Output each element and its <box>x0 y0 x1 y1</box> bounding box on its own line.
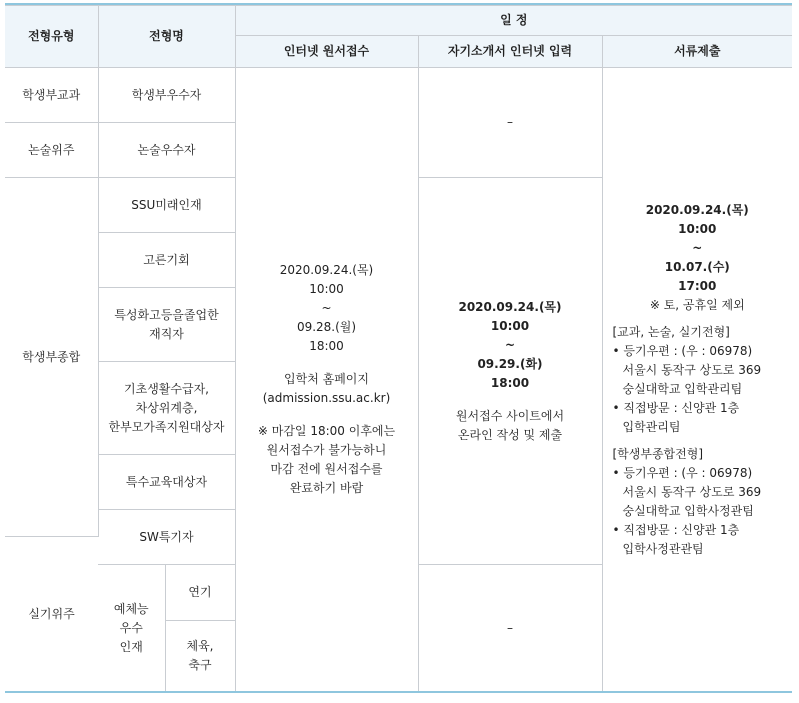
docs-end-date: 10.07.(수) <box>664 259 730 274</box>
online-site-url: (admission.ssu.ac.kr) <box>262 391 391 405</box>
docs-group2-address-1: 서울시 동작구 상도로 369 <box>622 484 762 499</box>
essay-start-date: 2020.09.24.(목) <box>458 299 562 314</box>
docs-holiday-note: ※ 토, 공휴일 제외 <box>649 297 745 312</box>
docs-group2-title: [학생부종합전형] <box>612 446 704 461</box>
online-start-date: 2020.09.24.(목) <box>279 263 374 277</box>
name-special-education: 특수교육대상자 <box>98 455 235 510</box>
docs-end-time: 17:00 <box>678 278 717 293</box>
name-sports <box>165 621 235 692</box>
online-note-line-3: 마감 전에 원서접수를 <box>270 462 383 476</box>
online-site-label: 입학처 홈페이지 <box>284 372 369 386</box>
name-basic-living-line-2: 차상위계층, <box>135 400 198 415</box>
docs-group1-title: [교과, 논술, 실기전형] <box>612 324 730 339</box>
essay-input-cell <box>418 178 602 565</box>
name-arts-talent-line-1: 예체능 <box>113 601 149 616</box>
name-basic-living-line-3: 한부모가족지원대상자 <box>108 419 225 434</box>
docs-group2-mail: • 등기우편 : (우 : 06978) <box>612 465 753 480</box>
online-start-time: 10:00 <box>309 282 344 296</box>
header-name: 전형명 <box>98 6 235 68</box>
name-sports-line-1: 체육, <box>186 639 214 653</box>
docs-group1-visit-2: 입학관리팀 <box>622 419 681 434</box>
online-note-line-1: ※ 마감일 18:00 이후에는 <box>257 424 396 438</box>
name-specialized-graduate-line-2: 재직자 <box>149 326 184 341</box>
type-school-record: 학생부교과 <box>5 68 98 123</box>
header-essay-input: 자기소개서 인터넷 입력 <box>418 36 602 68</box>
docs-group1-mail: • 등기우편 : (우 : 06978) <box>612 343 753 358</box>
docs-group1-visit: • 직접방문 : 신양관 1층 <box>612 400 740 415</box>
online-end-date: 09.28.(월) <box>296 320 357 334</box>
name-arts-talent <box>98 565 165 692</box>
name-equal-opportunity: 고른기회 <box>98 233 235 288</box>
docs-group2-visit-2: 입학사정관관팀 <box>622 541 704 556</box>
docs-start-time: 10:00 <box>678 221 717 236</box>
name-arts-talent-line-3: 인재 <box>119 639 143 654</box>
docs-tilde: ~ <box>692 240 703 255</box>
name-school-excellent: 학생부우수자 <box>98 68 235 123</box>
type-essay: 논술위주 <box>5 123 98 178</box>
name-basic-living <box>98 362 235 455</box>
header-type: 전형유형 <box>5 6 98 68</box>
docs-start-date: 2020.09.24.(목) <box>645 202 749 217</box>
essay-input-dash-top: – <box>418 68 602 178</box>
essay-tilde: ~ <box>504 337 516 352</box>
name-sw-special: SW특기자 <box>98 510 235 565</box>
docs-group2-visit: • 직접방문 : 신양관 1층 <box>612 522 740 537</box>
online-note-line-4: 완료하기 바람 <box>289 481 364 495</box>
name-specialized-graduate <box>98 288 235 362</box>
name-sports-line-2: 축구 <box>188 658 212 672</box>
name-specialized-graduate-line-1: 특성화고등을졸업한 <box>114 307 219 322</box>
name-essay-excellent: 논술우수자 <box>98 123 235 178</box>
online-note-line-2: 원서접수가 불가능하니 <box>266 443 387 457</box>
online-tilde: ~ <box>321 301 332 315</box>
type-practical: 실기위주 <box>5 537 98 692</box>
essay-input-dash-bottom: – <box>418 565 602 692</box>
essay-desc-line-2: 온라인 작성 및 제출 <box>457 427 563 442</box>
header-online-apply: 인터넷 원서접수 <box>235 36 418 68</box>
name-acting: 연기 <box>165 565 235 621</box>
admission-schedule-table <box>5 5 792 692</box>
essay-start-time: 10:00 <box>490 318 530 333</box>
essay-desc-line-1: 원서접수 사이트에서 <box>455 408 565 423</box>
docs-group1-address-1: 서울시 동작구 상도로 369 <box>622 362 762 377</box>
table-bottom-rule <box>5 691 792 693</box>
docs-submit-cell <box>602 68 792 692</box>
name-ssu-future: SSU미래인재 <box>98 178 235 233</box>
online-end-time: 18:00 <box>309 339 344 353</box>
essay-end-time: 18:00 <box>490 375 530 390</box>
type-comprehensive: 학생부종합 <box>5 178 98 537</box>
online-apply-cell <box>235 68 418 692</box>
docs-group2-address-2: 숭실대학교 입학사정관팀 <box>622 503 754 518</box>
header-schedule: 일 정 <box>235 6 792 36</box>
header-docs-submit: 서류제출 <box>602 36 792 68</box>
docs-group1-address-2: 숭실대학교 입학관리팀 <box>622 381 743 396</box>
essay-end-date: 09.29.(화) <box>477 356 543 371</box>
name-arts-talent-line-2: 우수 <box>119 620 143 635</box>
name-basic-living-line-1: 기초생활수급자, <box>124 381 209 396</box>
